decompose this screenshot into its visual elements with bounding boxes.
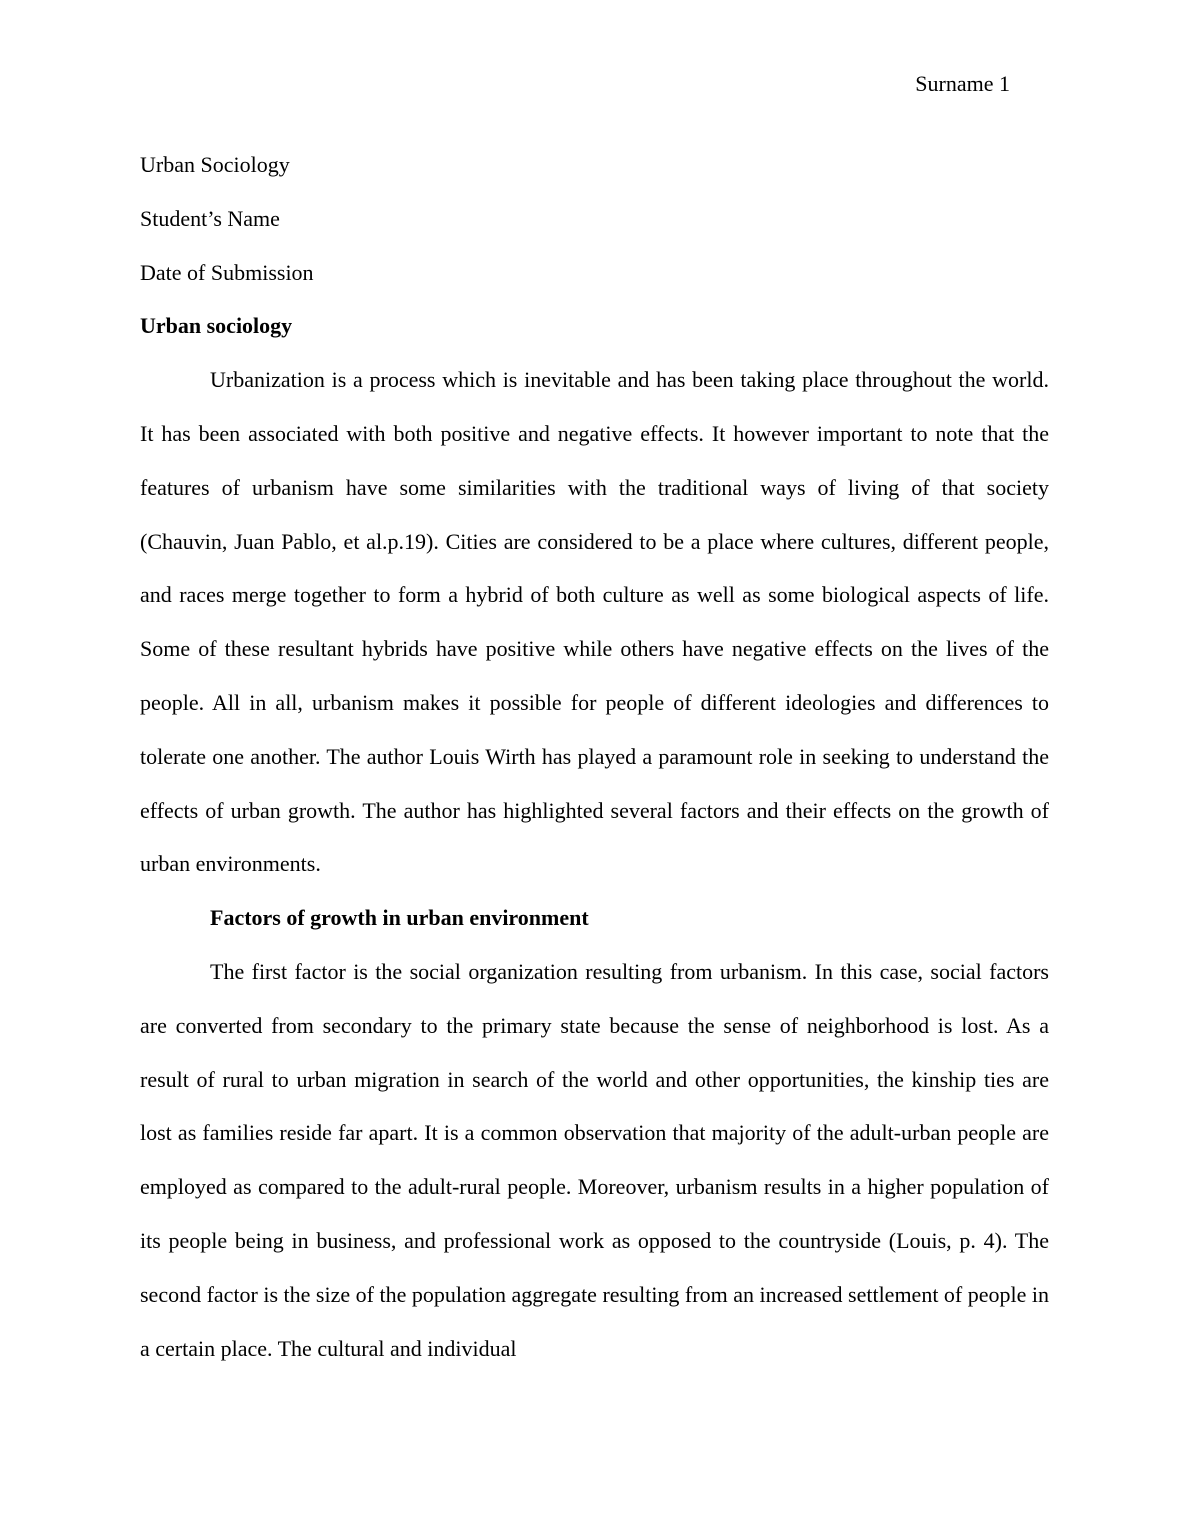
submission-date: Date of Submission <box>140 259 314 285</box>
running-head: Surname 1 <box>915 71 1010 96</box>
body-paragraph: Urbanization is a process which is inevitable and has been taking place throughout the world. It has been associated with both positive and negative effects. It however important to note that the features of urbanism have some similarities with the traditional ways of living of that society (Chauvin, Juan Pablo, et al.p.19). Cities are considered to be a place where cultures, different people, and races merge together to form a hybrid of both culture as well as some biological aspects of life. Some of these resultant hybrids have positive while others have negative effects on the lives of the people. All in all, urbanism makes it possible for people of different ideologies and differences to tolerate one another. The author Louis Wirth has played a paramount role in seeking to understand the effects of urban growth. The author has highlighted several factors and their effects on the growth of urban environments. <box>140 367 1049 877</box>
body-paragraph: The first factor is the social organization resulting from urbanism. In this case, social factors are converted from secondary to the primary state because the sense of neighborhood is lost. As a result of rural to urban migration in search of the world and other opportunities, the kinship ties are lost as families reside far apart. It is a common observation that majority of the adult-urban people are employed as compared to the adult-rural people. Moreover, urbanism results in a higher population of its people being in business, and professional work as opposed to the countryside (Louis, p. 4). The second factor is the size of the population aggregate resulting from an increased settlement of people in a certain place. The cultural and individual <box>140 958 1050 1361</box>
section-heading: Factors of growth in urban environment <box>210 905 589 931</box>
document-title: Urban sociology <box>140 313 293 339</box>
document-body <box>140 138 1049 1375</box>
course-name: Urban Sociology <box>140 152 290 177</box>
student-name: Student’s Name <box>140 205 280 231</box>
